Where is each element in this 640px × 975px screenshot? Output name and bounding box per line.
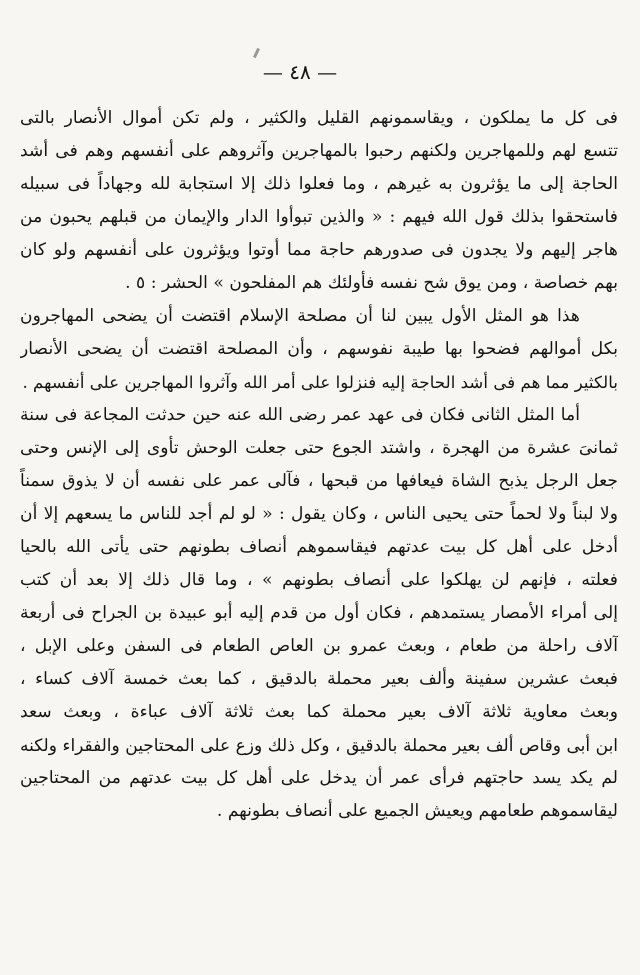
text-line: بالكثير مما هم فى أشد الحاجة إليه فنزلوا على أمر الله وآثروا المهاجرين على أنفسهم .	[22, 372, 618, 392]
text-line: فى كل ما يملكون ، ويقاسمونهم القليل والكثير ، ولم تكن أموال الأنصار بالتى	[20, 108, 618, 128]
text-line: أدخل على أهل كل بيت عدتهم فيقاسموهم أنصاف بطونهم حتى يأتى الله بالحيا	[20, 537, 618, 557]
body-text	[20, 102, 618, 828]
text-line: الحاجة إلى ما يؤثرون به غيرهم ، وما فعلوا ذلك إلا استجابة لله وجهاداً فى سبيله	[20, 174, 618, 194]
text-line: جعل الرجل يذبح الشاة فيعافها من قبحها ، فآلى عمر على نفسه أن لا يذوق سمناً	[20, 471, 618, 491]
text-line: أما المثل الثانى فكان فى عهد عمر رضى الله عنه حين حدثت المجاعة فى سنة	[20, 405, 580, 425]
paragraph-1	[20, 102, 618, 300]
text-line: فعلته ، فإنهم لن يهلكوا على أنصاف بطونهم » ، وما قال ذلك إلا بعد أن كتب	[20, 570, 618, 590]
text-line: فاستحقوا بذلك قول الله فيهم : « والذين تبوأوا الدار والإيمان من قبلهم يحبون من	[20, 207, 618, 227]
paragraph-2	[20, 300, 618, 399]
text-line: لم يكد يسد حاجتهم فرأى عمر أن يدخل على أهل كل بيت عدتهم من المحتاجين	[20, 768, 618, 788]
text-line: ثمانىَ عشرة من الهجرة ، واشتد الجوع حتى جعلت الوحش تأوى إلى الإنس وحتى	[20, 438, 618, 458]
text-line: إلى أمراء الأمصار يستمدهم ، فكان أول من قدم إليه أبو عبيدة بن الجراح فى أربعة	[20, 603, 618, 623]
paragraph-3	[20, 399, 618, 828]
text-line: آلاف راحلة من طعام ، وبعث عمرو بن العاص الطعام فى السفن وعلى الإبل ،	[20, 636, 618, 656]
text-line: ابن أبى وقاص ألف بعير محملة بالدقيق ، وكل ذلك وزع على المحتاجين والفقراء ولكنه	[20, 735, 618, 755]
text-line: تتسع لهم وللمهاجرين ولكنهم رحبوا بالمهاجرين وآثروهم على أنفسهم وهم فى أشد	[20, 141, 618, 161]
ink-mark	[253, 48, 260, 58]
text-line: فبعث عشرين سفينة وألف بعير محملة بالدقيق ، كما بعث خمسة آلاف كساء ،	[20, 669, 618, 689]
text-line: وبعث معاوية ثلاثة آلاف بعير محملة كما بعث ثلاثة آلاف عباءة ، وبعث سعد	[20, 702, 618, 722]
text-line: بكل أموالهم فضحوا بها طيبة نفوسهم ، وأن المصلحة اقتضت أن يضحى الأنصار	[20, 339, 618, 359]
text-line: ولا لبناً ولا لحماً حتى يحيى الناس ، وكان يقول : « لو لم أجد للناس ما يسعهم إلا أن	[20, 504, 618, 524]
text-line: بهم خصاصة ، ومن يوق شح نفسه فأولئك هم المفلحون » الحشر : ٥ .	[125, 273, 618, 293]
text-line: ليقاسموهم طعامهم ويعيش الجميع على أنصاف بطونهم .	[216, 801, 618, 821]
text-line: هذا هو المثل الأول يبين لنا أن مصلحة الإسلام اقتضت أن يضحى المهاجرون	[20, 306, 580, 326]
page-number: — ٤٨ —	[262, 60, 338, 84]
text-line: هاجر إليهم ولا يجدون فى صدورهم حاجة مما أوتوا ويؤثرون على أنفسهم ولو كان	[20, 240, 618, 260]
